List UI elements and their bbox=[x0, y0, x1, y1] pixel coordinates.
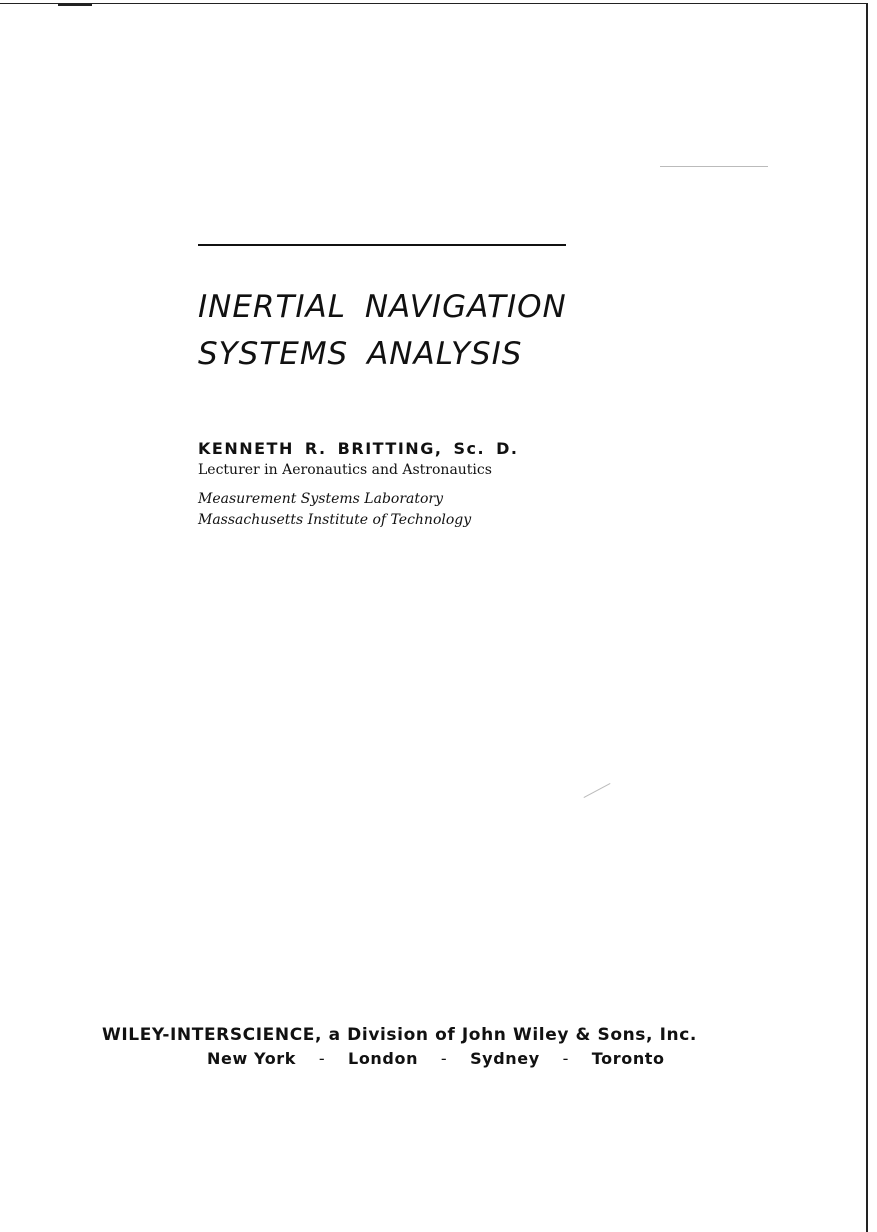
author-position: Lecturer in Aeronautics and Astronautics bbox=[198, 462, 492, 478]
author-name: KENNETH R. BRITTING, Sc. D. bbox=[198, 439, 519, 458]
publisher-name: WILEY-INTERSCIENCE, a Division of John Wiley & Sons, Inc. bbox=[102, 1025, 697, 1045]
city-london: London bbox=[348, 1049, 419, 1068]
city-separator: - bbox=[318, 1049, 326, 1068]
scan-mark bbox=[660, 166, 768, 167]
title-rule bbox=[198, 244, 566, 246]
scan-mark-dash bbox=[584, 783, 611, 798]
page-edge-right bbox=[866, 3, 868, 1232]
author-institute: Massachusetts Institute of Technology bbox=[198, 512, 472, 528]
publisher-cities bbox=[207, 1051, 665, 1067]
book-title-line-2: SYSTEMS ANALYSIS bbox=[198, 336, 523, 372]
city-sydney: Sydney bbox=[470, 1049, 540, 1068]
city-separator: - bbox=[562, 1049, 569, 1068]
city-separator: - bbox=[440, 1049, 448, 1068]
city-new-york: New York bbox=[207, 1049, 297, 1068]
city-toronto: Toronto bbox=[591, 1049, 665, 1068]
book-title-line-1: INERTIAL NAVIGATION bbox=[198, 289, 567, 325]
page-edge-top bbox=[0, 3, 868, 4]
page-edge-mark bbox=[58, 3, 92, 6]
author-lab: Measurement Systems Laboratory bbox=[198, 491, 444, 507]
